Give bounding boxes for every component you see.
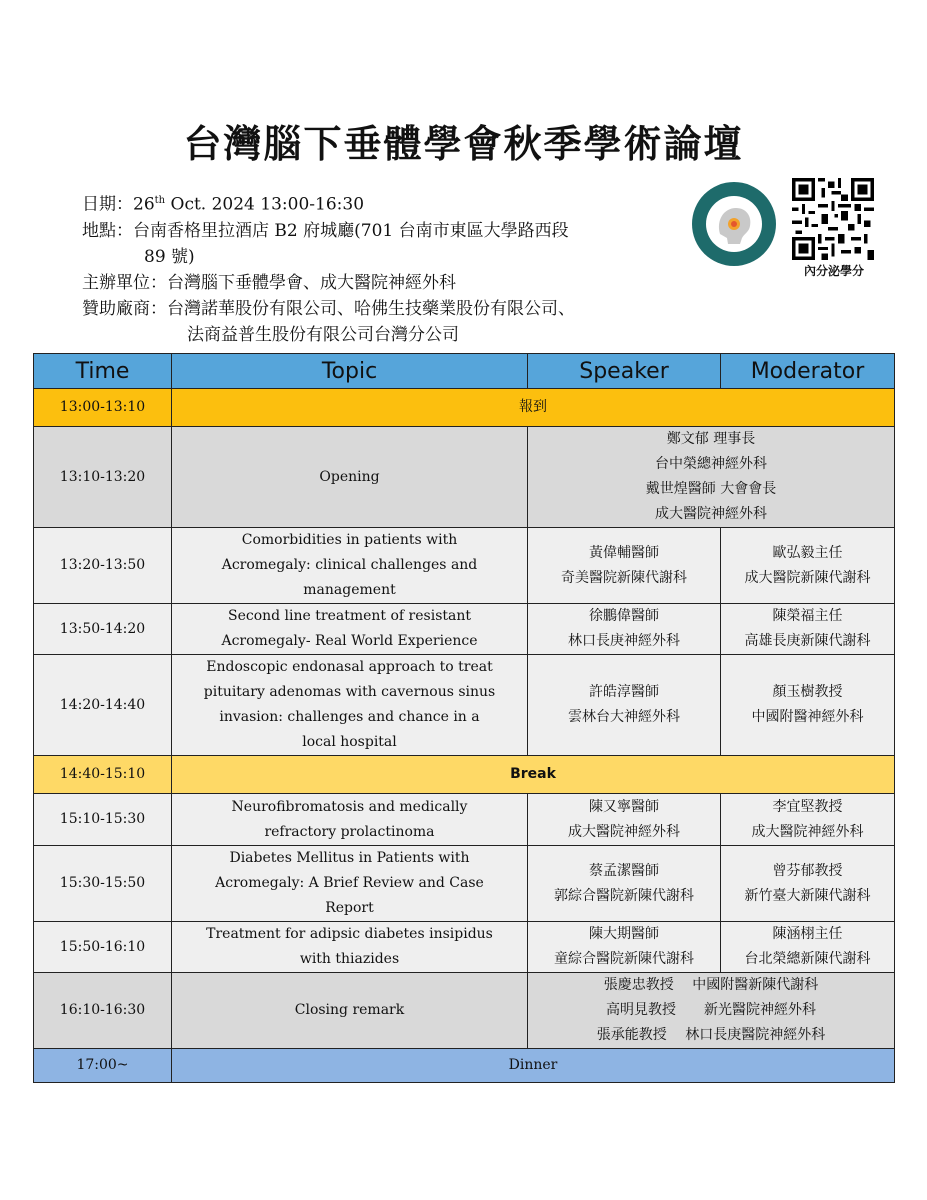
event-organizer: 主辦單位：台灣腦下垂體學會、成大醫院神經外科 <box>82 272 456 293</box>
merged-cell: Break <box>172 756 895 794</box>
merged-cell: 報到 <box>172 389 895 427</box>
moderator-cell: 歐弘毅主任 成大醫院新陳代謝科 <box>721 528 895 604</box>
qr-caption: 內分泌學分 <box>803 264 864 278</box>
table-row <box>34 973 895 1049</box>
table-row <box>34 1049 895 1083</box>
speaker-cell: 許皓淳醫師 雲林台大神經外科 <box>528 655 721 756</box>
time-cell: 15:10-15:30 <box>34 794 172 846</box>
table-row <box>34 427 895 528</box>
time-cell: 13:10-13:20 <box>34 427 172 528</box>
table-row <box>34 846 895 922</box>
schedule-table <box>33 353 895 1083</box>
moderator-cell: 曾芬郁教授 新竹臺大新陳代謝科 <box>721 846 895 922</box>
event-sponsors: 贊助廠商：台灣諾華股份有限公司、哈佛生技藥業股份有限公司、 <box>82 298 575 319</box>
event-date: 日期：26th Oct. 2024 13:00-16:30 <box>82 194 365 215</box>
time-cell: 16:10-16:30 <box>34 973 172 1049</box>
table-row <box>34 756 895 794</box>
time-cell: 17:00~ <box>34 1049 172 1083</box>
moderator-cell: 李宜堅教授 成大醫院神經外科 <box>721 794 895 846</box>
moderator-cell: 陳榮福主任 高雄長庚新陳代謝科 <box>721 604 895 655</box>
topic-cell: Endoscopic endonasal approach to treat pituitary adenomas with cavernous sinus invasion: challenges and chance in a local hospital <box>172 655 528 756</box>
header-time: Time <box>34 354 172 389</box>
moderator-cell: 顏玉樹教授 中國附醫神經外科 <box>721 655 895 756</box>
time-cell: 14:40-15:10 <box>34 756 172 794</box>
time-cell: 15:50-16:10 <box>34 922 172 973</box>
header-topic: Topic <box>172 354 528 389</box>
topic-cell: Closing remark <box>172 973 528 1049</box>
topic-cell: Treatment for adipsic diabetes insipidus with thiazides <box>172 922 528 973</box>
event-venue-cont: 89 號) <box>144 246 195 267</box>
topic-cell: Second line treatment of resistant Acromegaly- Real World Experience <box>172 604 528 655</box>
page-title: 台灣腦下垂體學會秋季學術論壇 <box>183 122 744 166</box>
header-moderator: Moderator <box>721 354 895 389</box>
society-logo <box>690 180 778 268</box>
speaker-cell: 陳又寧醫師 成大醫院神經外科 <box>528 794 721 846</box>
event-info <box>82 188 575 348</box>
speaker-cell: 黃偉輔醫師 奇美醫院新陳代謝科 <box>528 528 721 604</box>
qr-code-icon <box>792 178 874 260</box>
speaker-cell: 張慶忠教授 中國附醫新陳代謝科 高明見教授 新光醫院神經外科 張承能教授 林口長庚醫院神經外科 <box>528 973 895 1049</box>
table-row <box>34 389 895 427</box>
time-cell: 13:50-14:20 <box>34 604 172 655</box>
table-row <box>34 794 895 846</box>
table-row <box>34 604 895 655</box>
table-header-row <box>34 354 895 389</box>
merged-cell: Dinner <box>172 1049 895 1083</box>
time-cell: 14:20-14:40 <box>34 655 172 756</box>
table-row <box>34 922 895 973</box>
topic-cell: Comorbidities in patients with Acromegaly: clinical challenges and management <box>172 528 528 604</box>
speaker-cell: 陳大期醫師 童綜合醫院新陳代謝科 <box>528 922 721 973</box>
topic-cell: Opening <box>172 427 528 528</box>
speaker-cell: 蔡孟潔醫師 郭綜合醫院新陳代謝科 <box>528 846 721 922</box>
moderator-cell: 陳涵栩主任 台北榮總新陳代謝科 <box>721 922 895 973</box>
table-row <box>34 528 895 604</box>
time-cell: 15:30-15:50 <box>34 846 172 922</box>
speaker-cell: 徐鵬偉醫師 林口長庚神經外科 <box>528 604 721 655</box>
table-row <box>34 655 895 756</box>
event-venue: 地點：台南香格里拉酒店 B2 府城廳(701 台南市東區大學路西段 <box>82 220 569 241</box>
time-cell: 13:20-13:50 <box>34 528 172 604</box>
topic-cell: Diabetes Mellitus in Patients with Acromegaly: A Brief Review and Case Report <box>172 846 528 922</box>
topic-cell: Neurofibromatosis and medically refractory prolactinoma <box>172 794 528 846</box>
header-speaker: Speaker <box>528 354 721 389</box>
event-sponsors-cont: 法商益普生股份有限公司台灣分公司 <box>187 324 459 345</box>
time-cell: 13:00-13:10 <box>34 389 172 427</box>
speaker-cell: 鄭文郁 理事長 台中榮總神經外科 戴世煌醫師 大會會長 成大醫院神經外科 <box>528 427 895 528</box>
